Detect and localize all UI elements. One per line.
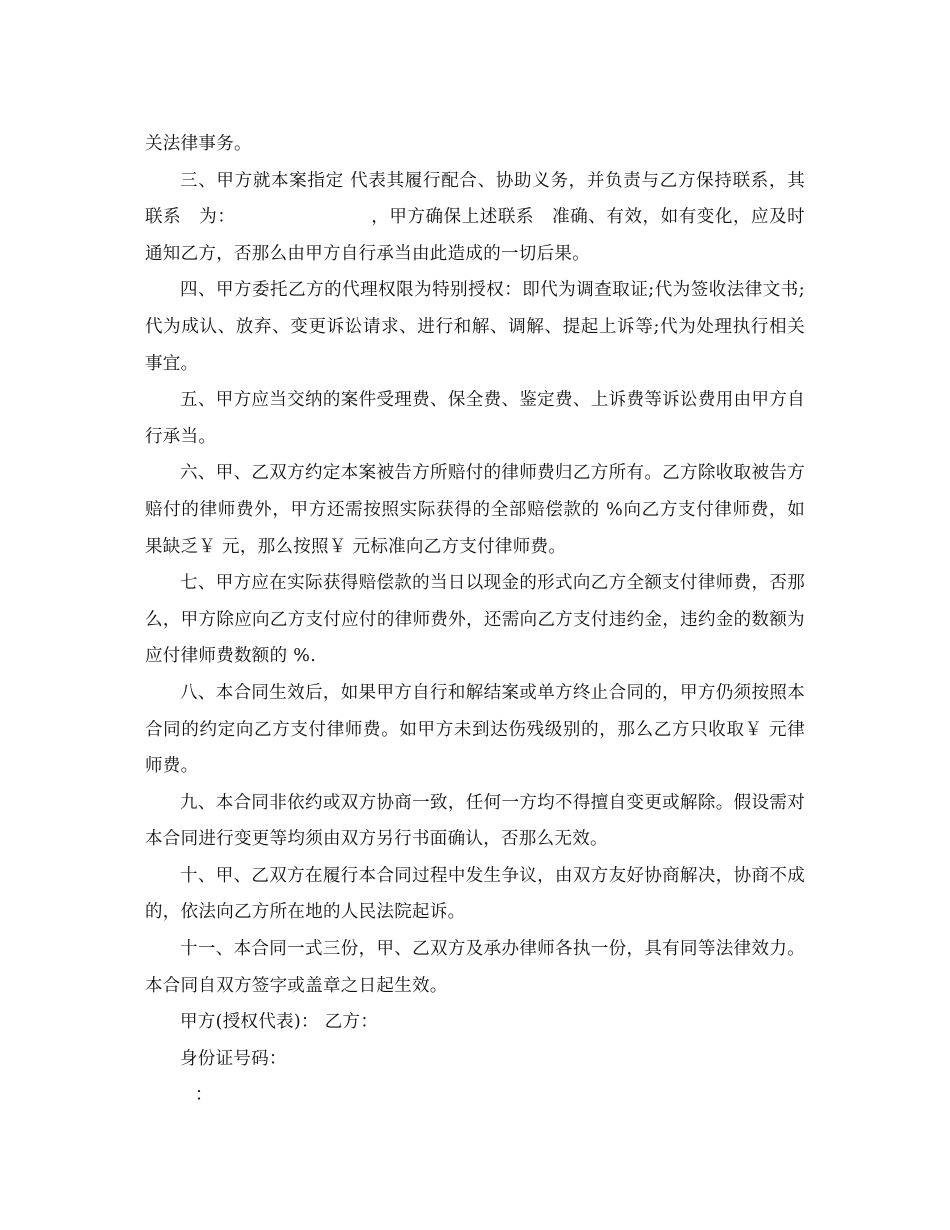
clause-8: 八、本合同生效后，如果甲方自行和解结案或单方终止合同的，甲方仍须按照本合同的约定向乙方支付律师费。如甲方未到达伤残级别的，那么乙方只收取￥ 元律师费。 bbox=[145, 682, 805, 777]
clause-7: 七、甲方应在实际获得赔偿款的当日以现金的形式向乙方全额支付律师费，否那么，甲方除应向乙方支付应付的律师费外，还需向乙方支付违约金，违约金的数额为应付律师费数额的 %. bbox=[145, 573, 805, 667]
clause-6: 六、甲、乙双方约定本案被告方所赔付的律师费归乙方所有。乙方除收取被告方赔付的律师费外，甲方还需按照实际获得的全部赔偿款的 %向乙方支付律师费，如果缺乏￥ 元，那么按照￥ 元标准向乙方支付律师费。 bbox=[145, 463, 805, 557]
signature-line: 甲方(授权代表)： 乙方： bbox=[180, 1012, 379, 1033]
id-number-line: 身份证号码： bbox=[180, 1048, 287, 1069]
clause-3: 三、甲方就本案指定 代表其履行配合、协助义务，并负责与乙方保持联系，其联系 为： ，甲方确保上述联系 准确、有效，如有变化，应及时通知乙方，否那么由甲方自行承当由此造成的一切后果。 bbox=[145, 170, 805, 264]
clause-4: 四、甲方委托乙方的代理权限为特别授权：即代为调查取证;代为签收法律文书;代为成认、放弃、变更诉讼请求、进行和解、调解、提起上诉等;代为处理执行相关事宜。 bbox=[145, 280, 805, 374]
clause-10: 十、甲、乙双方在履行本合同过程中发生争议，由双方友好协商解决，协商不成的，依法向乙方所在地的人民法院起诉。 bbox=[145, 865, 805, 923]
clause-11: 十一、本合同一式三份，甲、乙双方及承办律师各执一份，具有同等法律效力。本合同自双方签字或盖章之日起生效。 bbox=[145, 939, 805, 996]
paragraph-continuation: 关法律事务。 bbox=[145, 134, 252, 154]
clause-5: 五、甲方应当交纳的案件受理费、保全费、鉴定费、上诉费等诉讼费用由甲方自行承当。 bbox=[145, 390, 805, 447]
contract-body bbox=[145, 126, 805, 1114]
trailing-colon: ： bbox=[195, 1085, 213, 1106]
clause-9: 九、本合同非依约或双方协商一致，任何一方均不得擅自变更或解除。假设需对本合同进行变更等均须由双方另行书面确认，否那么无效。 bbox=[145, 792, 805, 850]
